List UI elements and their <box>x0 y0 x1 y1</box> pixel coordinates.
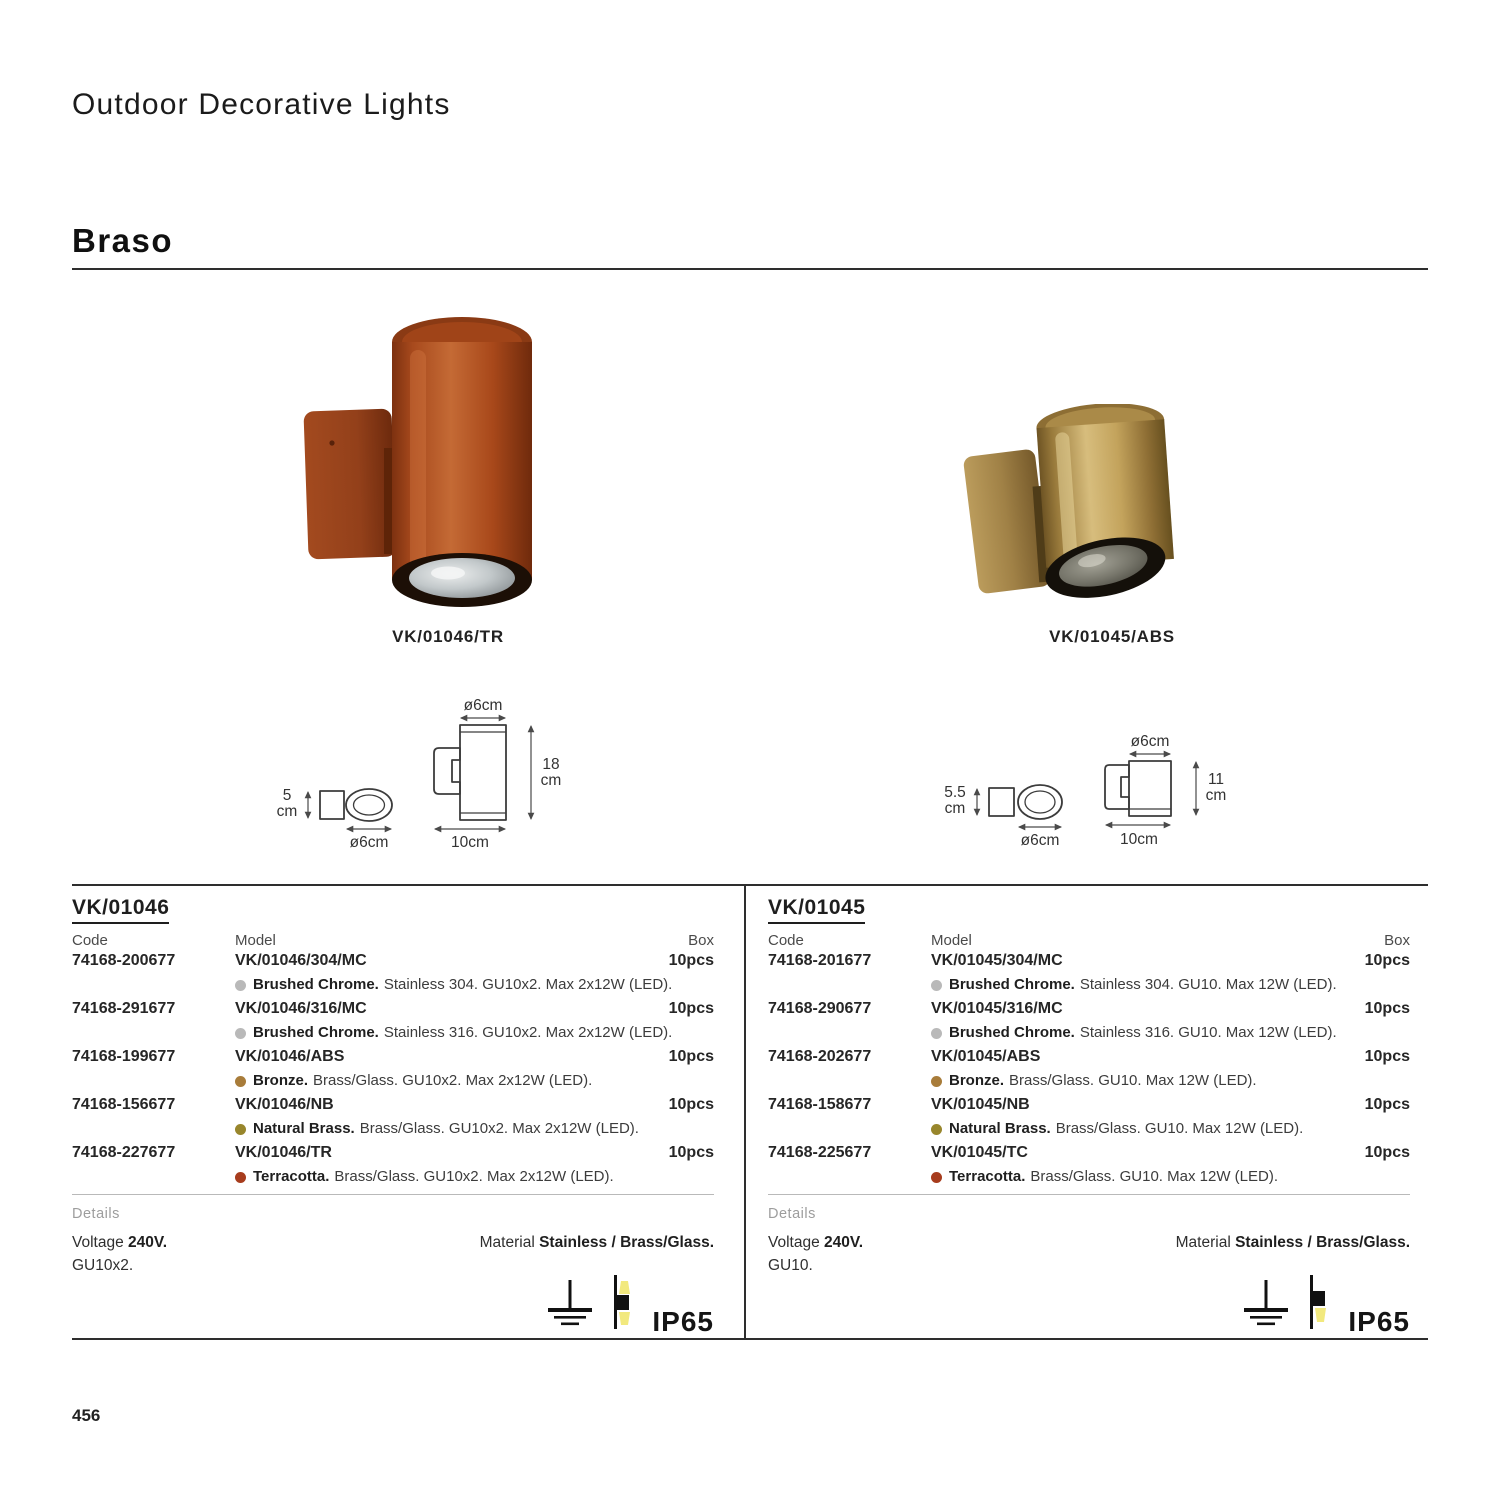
row-model: VK/01046/316/MC <box>235 1000 367 1018</box>
finish-color-dot <box>235 1076 246 1087</box>
row-spec: Brass/Glass. GU10. Max 12W (LED). <box>1009 1072 1257 1090</box>
voltage-label: Voltage <box>768 1234 820 1252</box>
table-heading: VK/01046 <box>72 896 169 924</box>
material-label: Material <box>1175 1234 1231 1252</box>
page-number: 456 <box>72 1406 101 1425</box>
row-code: 74168-201677 <box>768 952 872 970</box>
row-model: VK/01045/TC <box>931 1144 1028 1162</box>
row-model: VK/01046/ABS <box>235 1048 345 1066</box>
dim-body-height: 11 <box>1207 771 1225 788</box>
ip-rating: IP65 <box>1348 1306 1410 1338</box>
row-spec: Brass/Glass. GU10. Max 12W (LED). <box>1055 1120 1304 1138</box>
table-section-bottom-rule <box>72 1338 1428 1340</box>
table-row <box>72 1141 714 1189</box>
table-row <box>72 1045 714 1093</box>
row-box-qty: 10pcs <box>1364 1000 1410 1018</box>
ip-rating: IP65 <box>652 1306 714 1338</box>
row-spec: Stainless 316. GU10. Max 12W (LED). <box>1079 1024 1337 1042</box>
finish-name: Terracotta. <box>949 1168 1026 1186</box>
header-code: Code <box>768 932 804 950</box>
row-spec: Brass/Glass. GU10x2. Max 2x12W (LED). <box>334 1168 614 1186</box>
header-model: Model <box>931 932 972 950</box>
row-model: VK/01046/TR <box>235 1144 332 1162</box>
finish-color-dot <box>931 1124 942 1135</box>
certification-icons <box>72 1283 714 1338</box>
finish-color-dot <box>235 1028 246 1039</box>
voltage-lamp-info <box>768 1231 863 1277</box>
product-photo-brass <box>958 404 1183 614</box>
finish-name: Terracotta. <box>253 1168 330 1186</box>
row-code: 74168-225677 <box>768 1144 872 1162</box>
earth-ground-icon <box>546 1278 594 1335</box>
dim-mount-depth: 5 <box>282 787 292 804</box>
row-model: VK/01045/ABS <box>931 1048 1041 1066</box>
row-spec: Brass/Glass. GU10x2. Max 2x12W (LED). <box>313 1072 593 1090</box>
row-code: 74168-291677 <box>72 1000 176 1018</box>
row-model: VK/01046/304/MC <box>235 952 367 970</box>
finish-name: Natural Brass. <box>253 1120 355 1138</box>
finish-name: Brushed Chrome. <box>253 1024 379 1042</box>
row-code: 74168-200677 <box>72 952 176 970</box>
row-model: VK/01046/NB <box>235 1096 334 1114</box>
product-photo-terracotta <box>292 298 542 623</box>
material-label: Material <box>479 1234 535 1252</box>
dim-mount-depth: 5.5 <box>944 784 966 801</box>
table-row <box>72 997 714 1045</box>
header-box: Box <box>1384 932 1410 950</box>
dim-body-width: 10cm <box>451 834 489 851</box>
finish-name: Brushed Chrome. <box>253 976 379 994</box>
material-value: Stainless / Brass/Glass. <box>1235 1234 1410 1252</box>
dim-front-diameter: ø6cm <box>463 697 503 714</box>
dimension-diagram-vk01046 <box>250 683 600 863</box>
finish-name: Brushed Chrome. <box>949 976 1075 994</box>
earth-ground-icon <box>1242 1278 1290 1335</box>
dim-body-height-unit: cm <box>1205 787 1227 804</box>
voltage-value: 240V. <box>824 1234 864 1252</box>
dim-mount-depth-unit: cm <box>276 803 298 820</box>
finish-color-dot <box>931 1076 942 1087</box>
voltage-value: 240V. <box>128 1234 168 1252</box>
table-section-top-rule <box>72 884 1428 886</box>
header-box: Box <box>688 932 714 950</box>
dim-top-diameter: ø6cm <box>349 834 389 851</box>
dim-mount-depth-unit: cm <box>944 800 966 817</box>
table-row <box>768 949 1410 997</box>
dim-body-width: 10cm <box>1120 831 1158 848</box>
row-model: VK/01045/304/MC <box>931 952 1063 970</box>
table-row <box>768 1045 1410 1093</box>
row-code: 74168-158677 <box>768 1096 872 1114</box>
page-category-title: Outdoor Decorative Lights <box>72 88 451 121</box>
row-code: 74168-290677 <box>768 1000 872 1018</box>
details-label: Details <box>72 1206 120 1223</box>
lamp-type: GU10x2. <box>72 1257 134 1275</box>
table-header-row <box>72 933 714 949</box>
wall-light-down-icon <box>1307 1274 1331 1335</box>
row-code: 74168-227677 <box>72 1144 176 1162</box>
dim-body-height: 18 <box>542 756 560 773</box>
finish-color-dot <box>931 1028 942 1039</box>
row-spec: Stainless 316. GU10x2. Max 2x12W (LED). <box>383 1024 673 1042</box>
series-title-rule <box>72 268 1428 270</box>
finish-color-dot <box>931 980 942 991</box>
header-code: Code <box>72 932 108 950</box>
product-caption: VK/01045/ABS <box>1049 627 1175 646</box>
row-box-qty: 10pcs <box>668 1000 714 1018</box>
series-title: Braso <box>72 222 174 259</box>
header-model: Model <box>235 932 276 950</box>
dim-body-height-unit: cm <box>540 772 562 789</box>
row-spec: Brass/Glass. GU10x2. Max 2x12W (LED). <box>359 1120 639 1138</box>
table-heading: VK/01045 <box>768 896 865 924</box>
row-spec: Stainless 304. GU10. Max 12W (LED). <box>1079 976 1337 994</box>
table-row <box>768 1093 1410 1141</box>
certification-icons <box>768 1283 1410 1338</box>
lamp-type: GU10. <box>768 1257 813 1275</box>
table-row <box>768 1141 1410 1189</box>
row-code: 74168-156677 <box>72 1096 176 1114</box>
row-box-qty: 10pcs <box>668 952 714 970</box>
row-model: VK/01045/316/MC <box>931 1000 1063 1018</box>
row-code: 74168-202677 <box>768 1048 872 1066</box>
brass-wall-light-image <box>958 404 1183 609</box>
wall-light-up-down-icon <box>611 1274 635 1335</box>
table-header-row <box>768 933 1410 949</box>
finish-color-dot <box>931 1172 942 1183</box>
finish-name: Brushed Chrome. <box>949 1024 1075 1042</box>
row-box-qty: 10pcs <box>1364 1144 1410 1162</box>
details-label: Details <box>768 1206 816 1223</box>
table-row <box>72 949 714 997</box>
material-value: Stainless / Brass/Glass. <box>539 1234 714 1252</box>
row-box-qty: 10pcs <box>1364 1048 1410 1066</box>
finish-color-dot <box>235 1124 246 1135</box>
row-box-qty: 10pcs <box>1364 1096 1410 1114</box>
dim-top-diameter: ø6cm <box>1020 832 1060 849</box>
dim-front-diameter: ø6cm <box>1130 733 1170 750</box>
product-table-vk01046 <box>72 896 714 1338</box>
material-info <box>1176 1231 1410 1277</box>
row-box-qty: 10pcs <box>668 1144 714 1162</box>
row-spec: Brass/Glass. GU10. Max 12W (LED). <box>1030 1168 1278 1186</box>
row-box-qty: 10pcs <box>668 1048 714 1066</box>
details-section <box>72 1194 714 1338</box>
terracotta-wall-light-image <box>292 298 542 618</box>
finish-color-dot <box>235 980 246 991</box>
table-section-divider <box>744 884 746 1340</box>
finish-color-dot <box>235 1172 246 1183</box>
table-row <box>72 1093 714 1141</box>
product-caption: VK/01046/TR <box>392 627 504 646</box>
finish-name: Bronze. <box>949 1072 1005 1090</box>
finish-name: Natural Brass. <box>949 1120 1051 1138</box>
finish-name: Bronze. <box>253 1072 309 1090</box>
row-spec: Stainless 304. GU10x2. Max 2x12W (LED). <box>383 976 673 994</box>
details-section <box>768 1194 1410 1338</box>
table-row <box>768 997 1410 1045</box>
row-box-qty: 10pcs <box>668 1096 714 1114</box>
dimension-diagram-vk01045 <box>917 693 1257 858</box>
voltage-lamp-info <box>72 1231 167 1277</box>
row-code: 74168-199677 <box>72 1048 176 1066</box>
row-box-qty: 10pcs <box>1364 952 1410 970</box>
voltage-label: Voltage <box>72 1234 124 1252</box>
row-model: VK/01045/NB <box>931 1096 1030 1114</box>
product-table-vk01045 <box>768 896 1410 1338</box>
material-info <box>480 1231 714 1277</box>
